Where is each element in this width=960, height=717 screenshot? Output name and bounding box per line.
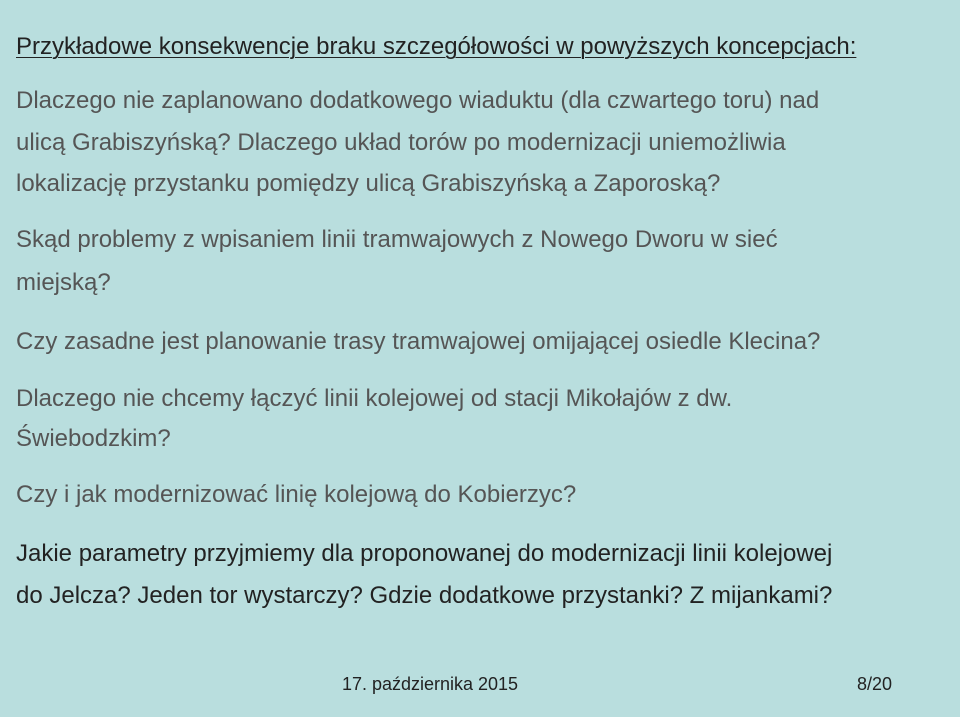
footer-date: 17. października 2015 <box>341 674 519 694</box>
text-line: Czy i jak modernizować linię kolejową do Kobierzyc? <box>16 481 577 508</box>
text-line: Czy zasadne jest planowanie trasy tramwajowej omijającej osiedle Klecina? <box>16 328 821 355</box>
footer-page-number: 8/20 <box>857 674 893 694</box>
text-line: Skąd problemy z wpisaniem linii tramwajowych z Nowego Dworu w sieć <box>16 226 778 253</box>
text-line: Dlaczego nie chcemy łączyć linii kolejowej od stacji Mikołajów z dw. <box>16 385 733 412</box>
text-line: Dlaczego nie zaplanowano dodatkowego wiaduktu (dla czwartego toru) nad <box>16 87 820 114</box>
question-paragraph-overpass <box>16 80 819 205</box>
slide-title-text: Przykładowe konsekwencje braku szczegółowości w powyższych koncepcjach: <box>16 33 857 60</box>
question-paragraph-klecina <box>16 321 820 363</box>
question-paragraph-kobierzyce <box>16 474 576 516</box>
question-paragraph-mikolajow <box>16 379 732 459</box>
text-line: Jakie parametry przyjmiemy dla proponowanej do modernizacji linii kolejowej <box>16 540 833 567</box>
text-line: lokalizację przystanku pomiędzy ulicą Grabiszyńską a Zaporoską? <box>16 170 721 197</box>
text-line: Świebodzkim? <box>16 425 171 452</box>
question-paragraph-tram-network <box>16 218 778 304</box>
slide-title <box>16 27 856 67</box>
text-line: ulicą Grabiszyńską? Dlaczego układ torów po modernizacji uniemożliwia <box>16 128 786 156</box>
question-paragraph-jelcz-highlighted <box>16 533 832 617</box>
text-line: do Jelcza? Jeden tor wystarczy? Gdzie dodatkowe przystanki? Z mijankami? <box>16 582 833 609</box>
text-line: miejską? <box>16 269 111 296</box>
